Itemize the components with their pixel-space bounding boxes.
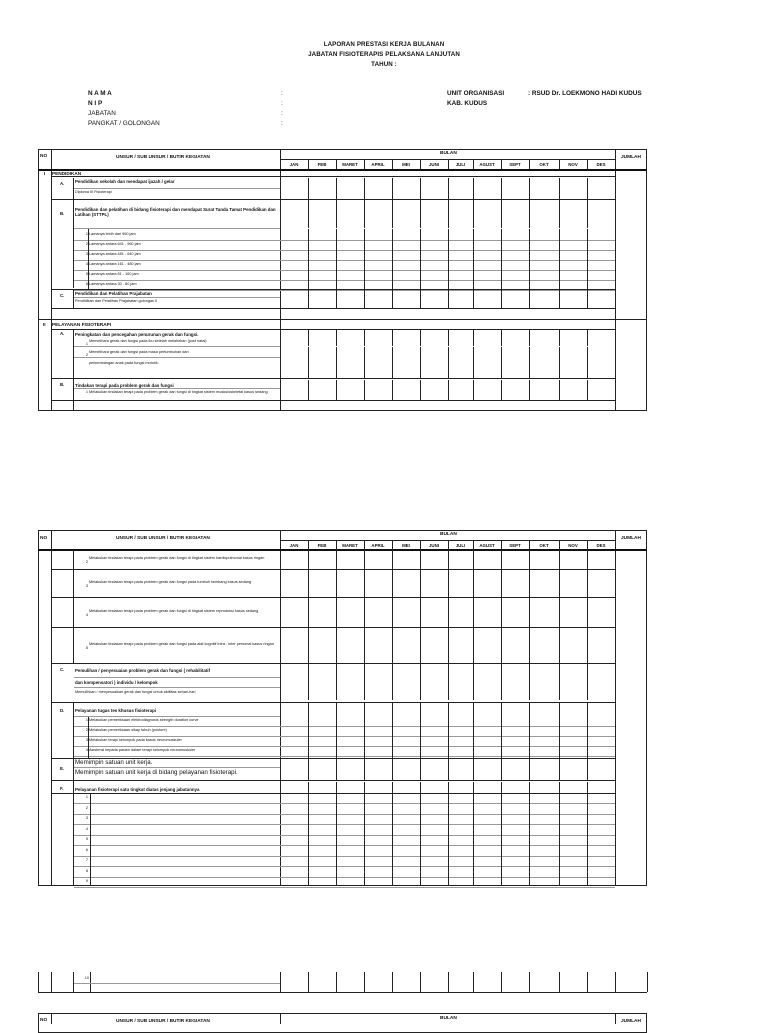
col-divider <box>51 149 52 411</box>
report-subtitle: JABATAN FISIOTERAPIS PELAKSANA LANJUTAN <box>308 51 460 58</box>
month-header: FEB <box>317 543 327 548</box>
month-header: OKT <box>539 162 549 167</box>
month-header: FEB <box>317 162 327 167</box>
month-header: JULI <box>455 543 466 548</box>
item-number: 8 <box>85 868 88 873</box>
item-number: 1 <box>85 232 88 236</box>
item-number: 4 <box>85 262 88 266</box>
header-jumlah: JUMLAH <box>621 536 641 541</box>
sub-letter: F. <box>60 786 64 791</box>
item-number: 1 <box>85 718 88 722</box>
item-number: 3 <box>85 816 88 820</box>
sub-letter: D. <box>60 708 65 713</box>
section-no: II <box>43 322 46 327</box>
list-item: Memimpin satuan unit kerja. <box>75 759 153 766</box>
header-bulan: BULAN <box>440 151 457 156</box>
list-item: Melakukan pemeriksaan sikap tubuh (posture) <box>89 728 167 732</box>
item-number: 6 <box>85 282 88 286</box>
item-number: 7 <box>85 858 88 862</box>
list-item: perkembangan anak pada fungsi motorik. <box>89 361 159 365</box>
header-unsur: UNSUR / SUB UNSUR / BUTIR KEGIATAN <box>116 1019 210 1024</box>
sub-letter: B. <box>60 211 65 216</box>
sub-letter: C. <box>60 667 65 672</box>
item-number: 1 <box>85 390 88 394</box>
list-item: Lamanya antara 30 - 80 jam <box>89 282 137 286</box>
month-header: APRIL <box>371 162 385 167</box>
month-header: SEPT <box>509 543 521 548</box>
col-divider <box>615 149 616 411</box>
list-item: Memimpin satuan unit kerja di bidang pelayanan fisioterapi. <box>75 769 238 776</box>
item-number: 5 <box>85 646 88 650</box>
month-header: MEI <box>402 543 410 548</box>
sub-letter: A. <box>60 181 65 186</box>
section-title: PENDIDIKAN <box>52 171 82 176</box>
list-item: Lamanya antara 481 - 640 jam <box>89 252 141 256</box>
item-number: 3 <box>85 252 88 256</box>
list-item: Melakukan tindakan terapi pada problem gerak dan fungsi pada tumbuh kembang kasus sedang <box>89 580 252 584</box>
pangkat-colon: : <box>281 120 283 127</box>
jabatan-colon: : <box>281 110 283 117</box>
month-header: JAN <box>289 543 299 548</box>
month-header: MEI <box>402 162 410 167</box>
nip-label: N I P <box>88 100 103 107</box>
report-title: LAPORAN PRESTASI KERJA BULANAN <box>323 41 445 48</box>
nip-colon: : <box>281 100 283 107</box>
month-header: NOV <box>568 543 578 548</box>
list-item: Memelihara gerak dan fungsi pada ibu setelah melahirkan (post natal) <box>89 339 207 343</box>
nama-colon: : <box>281 90 283 97</box>
item-number: 5 <box>85 837 88 841</box>
month-header: JUNI <box>428 162 439 167</box>
item-number: 6 <box>85 847 88 852</box>
header-unsur: UNSUR / SUB UNSUR / BUTIR KEGIATAN <box>116 155 210 160</box>
header-no: NO <box>40 536 48 541</box>
item-number: 5 <box>85 272 88 276</box>
sub-title: Peningkatan dan pencegahan penurunan gerak dan fungsi. <box>75 332 199 337</box>
month-header: NOV <box>568 162 578 167</box>
header-bulan: BULAN <box>440 532 457 537</box>
sub-title: Pelayanan tugas tes khusus fisioterapi <box>75 708 157 713</box>
header-bulan: BULAN <box>440 1016 457 1021</box>
item-number: 1 <box>85 795 88 799</box>
list-item: Lamanya lebih dari 960 jam <box>89 232 136 236</box>
list-item: Memulihkan / menyesuaikan gerak dan fungsi untuk aktifitas sehari-hari <box>75 690 196 694</box>
list-item: Asistensi kepada pasien dalam terapi kelompok neuromuskuler <box>89 748 196 752</box>
sub-title: Pemulihan / penyesuaian problem gerak dan fungsi ( rehabilitatif <box>75 668 210 673</box>
list-item: Lamanya antara 161 - 480 jam <box>89 262 141 266</box>
sub-title: Tindakan terapi pada problem gerak dan fungsi <box>75 383 174 388</box>
sub-letter: E. <box>60 766 65 771</box>
month-header: MARET <box>342 162 358 167</box>
list-item: Melakukan pemeriksaan elektrodiagnosis strength duration curve <box>89 718 199 722</box>
item-number: 1 <box>85 342 88 346</box>
list-item: Melakukan tindakan terapi pada problem gerak dan fungsi di tingkat sistem reproduksi kasus sedang <box>89 609 259 613</box>
item-number: 4 <box>85 826 88 831</box>
pangkat-label: PANGKAT / GOLONGAN <box>88 120 160 127</box>
header-no: NO <box>40 1018 48 1023</box>
item-number: 2 <box>85 560 88 564</box>
item-number: 3 <box>85 584 88 588</box>
sub-title: Pendidikan dan Pelatihan Prajabatan <box>75 291 152 296</box>
sub-title: Pendidikan dan pelatihan di bidang fisioterapi dan mendapat Surat Tanda Tamat Pendidikan dan Latihan (STTPL) <box>75 207 276 218</box>
sub-letter: B. <box>60 382 65 387</box>
nama-label: N A M A <box>88 90 112 97</box>
month-header: APRIL <box>371 543 385 548</box>
month-header: DES <box>596 162 606 167</box>
item-number: 4 <box>85 613 88 617</box>
sub-letter: A. <box>60 331 65 336</box>
unit-value: : RSUD Dr. LOEKMONO HADI KUDUS <box>528 90 642 97</box>
list-item: Melakukan tindakan terapi pada problem gerak dan fungsi di tingkat sistem muskuloskeletal kasus sedang <box>89 390 268 394</box>
header-unsur: UNSUR / SUB UNSUR / BUTIR KEGIATAN <box>116 536 210 541</box>
month-header: JUNI <box>428 543 439 548</box>
list-item: Melakukan tindakan terapi pada problem gerak dan fungsi di tingkat sistem kardiopulmonal kasus ringan <box>89 556 265 560</box>
month-header: SEPT <box>509 162 521 167</box>
month-header: JULI <box>455 162 466 167</box>
month-header: JAN <box>289 162 299 167</box>
header-no: NO <box>40 154 48 159</box>
sub-title: dan kompensatori ) individu / kelompok <box>75 680 158 685</box>
item-number: 3 <box>85 738 88 742</box>
list-item: Lamanya antara 81 - 160 jam <box>89 272 139 276</box>
month-header: AGUST <box>479 543 495 548</box>
list-item: Memelihara gerak dan fungsi pada masa pertumbuhan dan <box>89 350 189 354</box>
report-year: TAHUN : <box>371 61 397 68</box>
list-item: Pendidikan dan Pelatihan Prajabatan golongan II <box>75 299 158 303</box>
item-number: 2 <box>85 805 88 810</box>
list-item: Diploma III Fisioterapi <box>75 190 112 194</box>
section-title: PELAYANAN FISIOTERAPI <box>52 322 112 327</box>
list-item: Melakukan tindakan terapi pada problem gerak dan fungsi pada alat kognitif intra - inter personal kasus ringan <box>89 642 274 646</box>
header-jumlah: JUMLAH <box>621 155 641 160</box>
list-item: Melakukan terapi kelompok pada kasus neuromuskuler <box>89 738 182 742</box>
item-number: 2 <box>85 728 88 732</box>
item-number: 4 <box>85 748 88 752</box>
item-number: 2 <box>85 353 88 357</box>
sub-title: Pendidikan sekolah dan mendapat ijazah / gelar <box>75 179 175 184</box>
kab-value: KAB. KUDUS <box>447 100 488 107</box>
sub-title: Pelayanan fisioterapi satu tingkat diatas jenjang jabatannya <box>75 787 200 792</box>
section-no: I <box>44 171 46 176</box>
month-header: OKT <box>539 543 549 548</box>
jabatan-label: JABATAN <box>88 110 116 117</box>
unit-label: UNIT ORGANISASI <box>447 90 505 97</box>
item-number: 10 <box>84 976 89 980</box>
month-header: DES <box>596 543 606 548</box>
item-number: 9 <box>85 879 88 883</box>
month-header: MARET <box>342 543 358 548</box>
item-number: 2 <box>85 242 88 246</box>
list-item: Lamanya antara 641 - 960 jam <box>89 242 141 246</box>
sub-letter: C. <box>60 293 65 298</box>
month-header: AGUST <box>479 162 495 167</box>
header-jumlah: JUMLAH <box>621 1019 641 1024</box>
